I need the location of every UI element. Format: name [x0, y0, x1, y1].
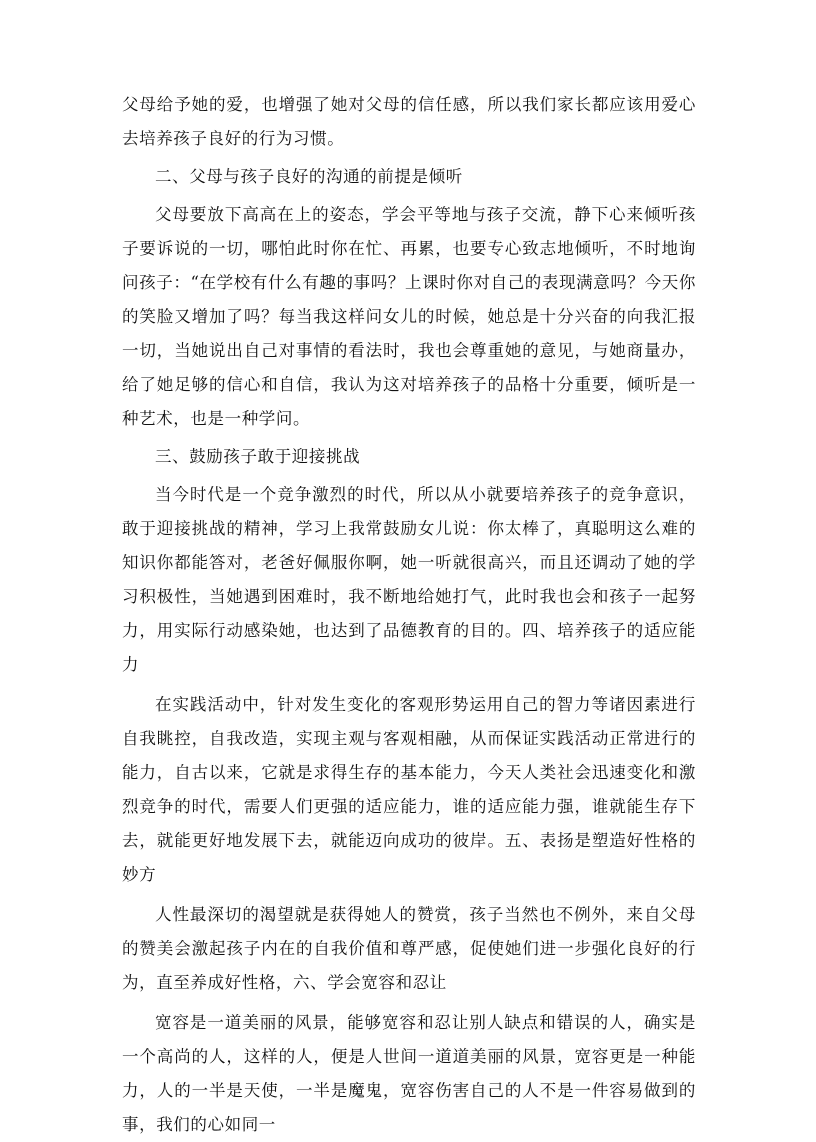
paragraph-tolerance: 宽容是一道美丽的风景，能够宽容和忍让别人缺点和错误的人，确实是一个高尚的人，这样的人，便是人世间一道道美丽的风景，宽容更是一种能力，人的一半是天使，一半是魔鬼，宽容伤害自己的人不是一件容易做到的事，我们的心如同一 [122, 1013, 696, 1134]
paragraph-adaptability: 在实践活动中，针对发生变化的客观形势运用自己的智力等诸因素进行自我眺控，自我改造，实现主观与客观相融，从而保证实践活动正常进行的能力，自古以来，它就是求得生存的基本能力，今天人类社会迅速变化和激烈竞争的时代，需要人们更强的适应能力，谁的适应能力强，谁就能生存下去，就能更好地发展下去，就能迈向成功的彼岸。五、表扬是塑造好性格的妙方 [122, 695, 696, 884]
paragraph-parent-love-conclusion: 父母给予她的爱，也增强了她对父母的信任感，所以我们家长都应该用爱心去培养孩子良好的行为习惯。 [122, 95, 696, 148]
paragraph-praise: 人性最深切的渴望就是获得她人的赞赏，孩子当然也不例外，来自父母的赞美会激起孩子内在的自我价值和尊严感，促使她们进一步强化良好的行为，直至养成好性格，六、学会宽容和忍让 [122, 905, 696, 992]
heading-listening: 二、父母与孩子良好的沟通的前提是倾听 [155, 167, 463, 186]
paragraph-listening: 父母要放下高高在上的姿态，学会平等地与孩子交流，静下心来倾听孩子要诉说的一切，哪怕此时你在忙、再累，也要专心致志地倾听，不时地询问孩子：“在学校有什么有趣的事吗？上课时你对自己的表现满意吗？今天你的笑脸又增加了吗？每当我这样问女儿的时候，她总是十分兴奋的向我汇报一切，当她说出自己对事情的看法时，我也会尊重她的意见，与她商量办，给了她足够的信心和自信，我认为这对培养孩子的品格十分重要，倾听是一种艺术，也是一种学问。 [122, 205, 696, 428]
heading-challenge: 三、鼓励孩子敢于迎接挑战 [155, 447, 361, 466]
paragraph-challenge: 当今时代是一个竞争激烈的时代，所以从小就要培养孩子的竞争意识，敢于迎接挑战的精神，学习上我常鼓励女儿说：你太棒了，真聪明这么难的知识你都能答对，老爸好佩服你啊，她一听就很高兴，而且还调动了她的学习积极性，当她遇到困难时，我不断地给她打气，此时我也会和孩子一起努力，用实际行动感染她，也达到了品德教育的目的。四、培养孩子的适应能力 [122, 485, 696, 674]
document-page [122, 88, 696, 1142]
